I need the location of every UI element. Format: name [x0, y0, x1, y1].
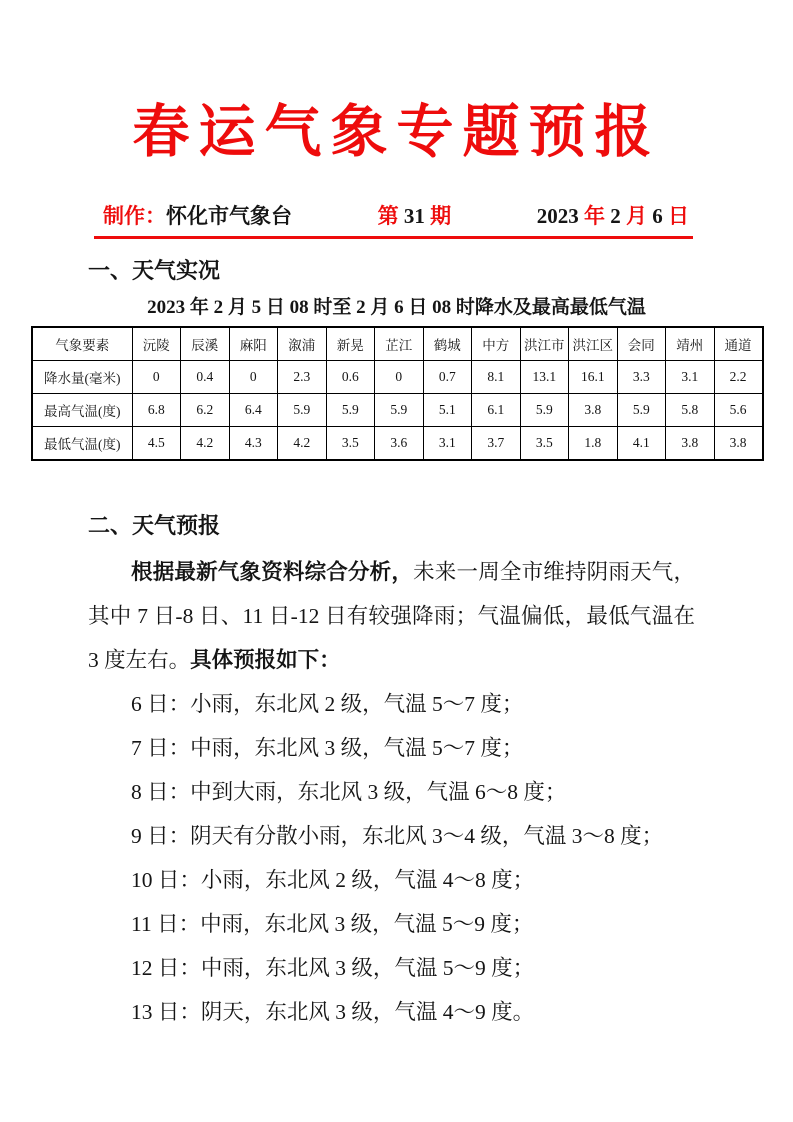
column-header: 洪江市: [520, 327, 569, 361]
table-header-row: [32, 327, 763, 361]
date-segment: 年: [584, 204, 605, 228]
doc-title: 春运气象专题预报: [132, 101, 661, 164]
row-label: 最高气温(度): [32, 394, 132, 427]
table-cell: 0: [229, 361, 278, 394]
date-segment: 6: [647, 204, 668, 228]
table-cell: 4.2: [181, 427, 230, 461]
table-cell: 5.9: [617, 394, 666, 427]
table-cell: 6.2: [181, 394, 230, 427]
column-header: 溆浦: [278, 327, 327, 361]
table-cell: 4.1: [617, 427, 666, 461]
forecast-line: 8 日：中到大雨，东北风 3 级，气温 6～8 度；: [131, 780, 567, 804]
table-cell: 0: [132, 361, 181, 394]
column-header: 洪江区: [569, 327, 618, 361]
weather-table-title: 2023 年 2 月 5 日 08 时至 2 月 6 日 08 时降水及最高最低气温: [147, 297, 646, 318]
table-cell: 0.6: [326, 361, 375, 394]
table-row: [32, 361, 763, 394]
producer-label: 制作：: [103, 204, 166, 228]
forecast-line: 6 日：小雨，东北风 2 级，气温 5～7 度；: [131, 692, 524, 716]
table-cell: 5.9: [520, 394, 569, 427]
table-cell: 3.8: [714, 427, 763, 461]
table-cell: 6.4: [229, 394, 278, 427]
table-cell: 5.6: [714, 394, 763, 427]
analysis-segment: 根据最新气象资料综合分析，: [131, 560, 414, 584]
table-cell: 6.8: [132, 394, 181, 427]
column-header: 沅陵: [132, 327, 181, 361]
column-header: 通道: [714, 327, 763, 361]
forecast-line: 7 日：中雨，东北风 3 级，气温 5～7 度；: [131, 736, 524, 760]
date-segment: 2023: [536, 204, 584, 228]
producer: [103, 200, 292, 230]
table-cell: 3.7: [472, 427, 521, 461]
analysis-segment: 未来一周全市维持阴雨天气，其中 7 日-8 日、11 日-12 日有较强降雨；气温偏低，最低气温在 3 度左右。: [88, 560, 695, 672]
weather-table: [31, 326, 764, 461]
analysis-segment: 具体预报如下：: [190, 648, 341, 672]
column-header: 辰溪: [181, 327, 230, 361]
forecast-line: 12 日：中雨，东北风 3 级，气温 5～9 度；: [131, 956, 535, 980]
column-header: 麻阳: [229, 327, 278, 361]
column-header: 中方: [472, 327, 521, 361]
column-header: 靖州: [666, 327, 715, 361]
table-cell: 6.1: [472, 394, 521, 427]
producer-value: 怀化市气象台: [166, 204, 292, 228]
red-divider: [94, 236, 693, 239]
table-cell: 5.9: [375, 394, 424, 427]
table-cell: 5.9: [326, 394, 375, 427]
table-cell: 2.2: [714, 361, 763, 394]
column-header: 会同: [617, 327, 666, 361]
table-cell: 16.1: [569, 361, 618, 394]
date-segment: 日: [668, 204, 689, 228]
table-cell: 3.3: [617, 361, 666, 394]
table-cell: 4.5: [132, 427, 181, 461]
table-cell: 3.1: [666, 361, 715, 394]
table-cell: 3.5: [326, 427, 375, 461]
forecast-body: [88, 550, 695, 1034]
analysis-paragraph: [88, 550, 695, 682]
forecast-line: 10 日：小雨，东北风 2 级，气温 4～8 度；: [131, 868, 535, 892]
table-cell: 5.9: [278, 394, 327, 427]
date-segment: 月: [626, 204, 647, 228]
table-cell: 0.4: [181, 361, 230, 394]
table-row: [32, 394, 763, 427]
table-row: [32, 427, 763, 461]
table-cell: 3.8: [569, 394, 618, 427]
table-cell: 2.3: [278, 361, 327, 394]
column-header: 新晃: [326, 327, 375, 361]
table-cell: 0.7: [423, 361, 472, 394]
table-cell: 5.8: [666, 394, 715, 427]
table-cell: 4.3: [229, 427, 278, 461]
issue-segment: 第: [377, 204, 404, 228]
forecast-line: 11 日：中雨，东北风 3 级，气温 5～9 度；: [131, 912, 534, 936]
column-header: 气象要素: [32, 327, 132, 361]
table-cell: 0: [375, 361, 424, 394]
forecast-line: 13 日：阴天，东北风 3 级，气温 4～9 度。: [131, 1000, 535, 1024]
table-cell: 3.5: [520, 427, 569, 461]
issue-number: [378, 200, 452, 230]
issue-date: [537, 200, 689, 230]
table-cell: 13.1: [520, 361, 569, 394]
table-cell: 1.8: [569, 427, 618, 461]
column-header: 芷江: [375, 327, 424, 361]
date-segment: 2: [605, 204, 626, 228]
forecast-list: [88, 682, 695, 1034]
table-cell: 3.8: [666, 427, 715, 461]
table-cell: 4.2: [278, 427, 327, 461]
table-cell: 3.1: [423, 427, 472, 461]
table-cell: 8.1: [472, 361, 521, 394]
table-cell: 5.1: [423, 394, 472, 427]
column-header: 鹤城: [423, 327, 472, 361]
forecast-line: 9 日：阴天有分散小雨，东北风 3～4 级，气温 3～8 度；: [131, 824, 664, 848]
row-label: 降水量(毫米): [32, 361, 132, 394]
issue-segment: 31: [403, 204, 425, 228]
table-cell: 3.6: [375, 427, 424, 461]
section1-heading: 一、天气实况: [88, 258, 221, 283]
section2-heading: 二、天气预报: [88, 513, 221, 538]
masthead: [103, 200, 689, 230]
row-label: 最低气温(度): [32, 427, 132, 461]
issue-segment: 期: [424, 204, 452, 228]
